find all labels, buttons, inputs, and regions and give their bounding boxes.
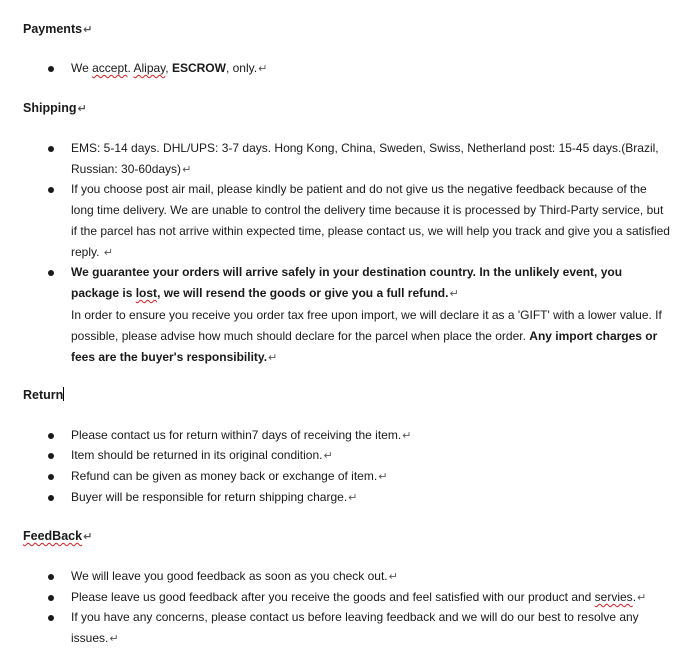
bullet-icon [48,66,54,72]
shipping-item-guarantee [71,262,671,369]
return-item-text: Please contact us for return within7 days of receiving the item. [71,428,402,442]
pilcrow-mark: ↵ [378,471,388,483]
feedback-servies-word: servies [594,590,633,604]
pilcrow-mark: ↵ [388,571,398,583]
feedback-item-period: . [632,590,637,604]
return-heading [23,387,64,403]
return-item [71,487,671,509]
shipping-heading-text: Shipping [23,101,77,115]
pilcrow-mark: ↵ [637,592,647,604]
shipping-item-airmail [71,179,671,264]
pilcrow-mark: ↵ [182,164,192,176]
pilcrow-mark: ↵ [83,531,93,543]
shipping-airmail-text: If you choose post air mail, please kindly be patient and do not give us the negative feedback because of the long time delivery. We are unable to control the delivery time because it is processed by Third-Party service, but if the parcel has not arrive within expected time, please contact us, we will help you track and give you a satisfied reply. [71,182,670,259]
bullet-icon [48,187,54,193]
feedback-item-text: We will leave you good feedback as soon as you check out. [71,569,388,583]
bullet-icon [48,474,54,480]
import-charges-text: Any import charges or fees are the buyer's responsibility. [71,329,658,364]
feedback-item-text: Please leave us good feedback after you receive the goods and feel satisfied with our product and [71,590,595,604]
guarantee-lost-word: lost [135,286,158,300]
bullet-icon [48,615,54,621]
return-item-text: Refund can be given as money back or exchange of item. [71,469,378,483]
payments-alipay-word: Alipay [133,61,166,75]
guarantee-bold-text: We guarantee your orders will arrive safely in your destination country. In the unlikely event, you package is [71,265,623,300]
pilcrow-mark: ↵ [323,450,333,462]
shipping-times-text: EMS: 5-14 days. DHL/UPS: 3-7 days. Hong Kong, China, Sweden, Swiss, Netherland post: 15-45 days.(Brazil, Russian: 30-60days) [71,141,659,176]
bullet-icon [48,146,54,152]
return-item [71,425,671,447]
tax-free-text: In order to ensure you receive you order tax free upon import, we will declare it as a 'GIFT' with a lower value. If possible, please advise how much should declare for the parcel when place the order. [71,308,662,343]
return-heading-text: Return [23,388,64,402]
pilcrow-mark: ↵ [449,288,459,300]
pilcrow-mark: ↵ [109,633,119,645]
feedback-item [71,566,671,588]
pilcrow-mark: ↵ [402,430,412,442]
shipping-item-times [71,138,671,181]
payments-text-post: , only. [225,61,258,75]
feedback-item-text: If you have any concerns, please contact us before leaving feedback and we will do our best to resolve any issues. [71,610,639,645]
feedback-heading [23,528,92,545]
bullet-icon [48,433,54,439]
pilcrow-mark: ↵ [348,492,358,504]
bullet-icon [48,453,54,459]
payments-heading [23,21,92,38]
feedback-item [71,607,671,650]
guarantee-refund-text: , we will resend the goods or give you a full refund. [157,286,449,300]
shipping-heading [23,100,87,117]
payments-text-pre: We [71,61,93,75]
pilcrow-mark: ↵ [77,103,87,115]
pilcrow-mark: ↵ [258,63,268,75]
feedback-item [71,587,671,609]
feedback-heading-text: FeedBack [23,529,83,543]
pilcrow-mark: ↵ [268,352,278,364]
payments-item [71,58,671,80]
return-item [71,445,671,467]
return-item-text: Buyer will be responsible for return shipping charge. [71,490,348,504]
bullet-icon [48,495,54,501]
bullet-icon [48,574,54,580]
bullet-icon [48,595,54,601]
pilcrow-mark: ↵ [103,247,114,259]
return-item-text: Item should be returned in its original condition. [71,448,323,462]
payments-text-comma: , [165,61,172,75]
payments-escrow-word: ESCROW [171,61,226,75]
return-item [71,466,671,488]
pilcrow-mark: ↵ [83,24,93,36]
payments-heading-text: Payments [23,22,83,36]
text-cursor [63,387,64,401]
payments-accept-word: accept [92,61,128,75]
bullet-icon [48,270,54,276]
payments-text-mid: . [127,61,134,75]
